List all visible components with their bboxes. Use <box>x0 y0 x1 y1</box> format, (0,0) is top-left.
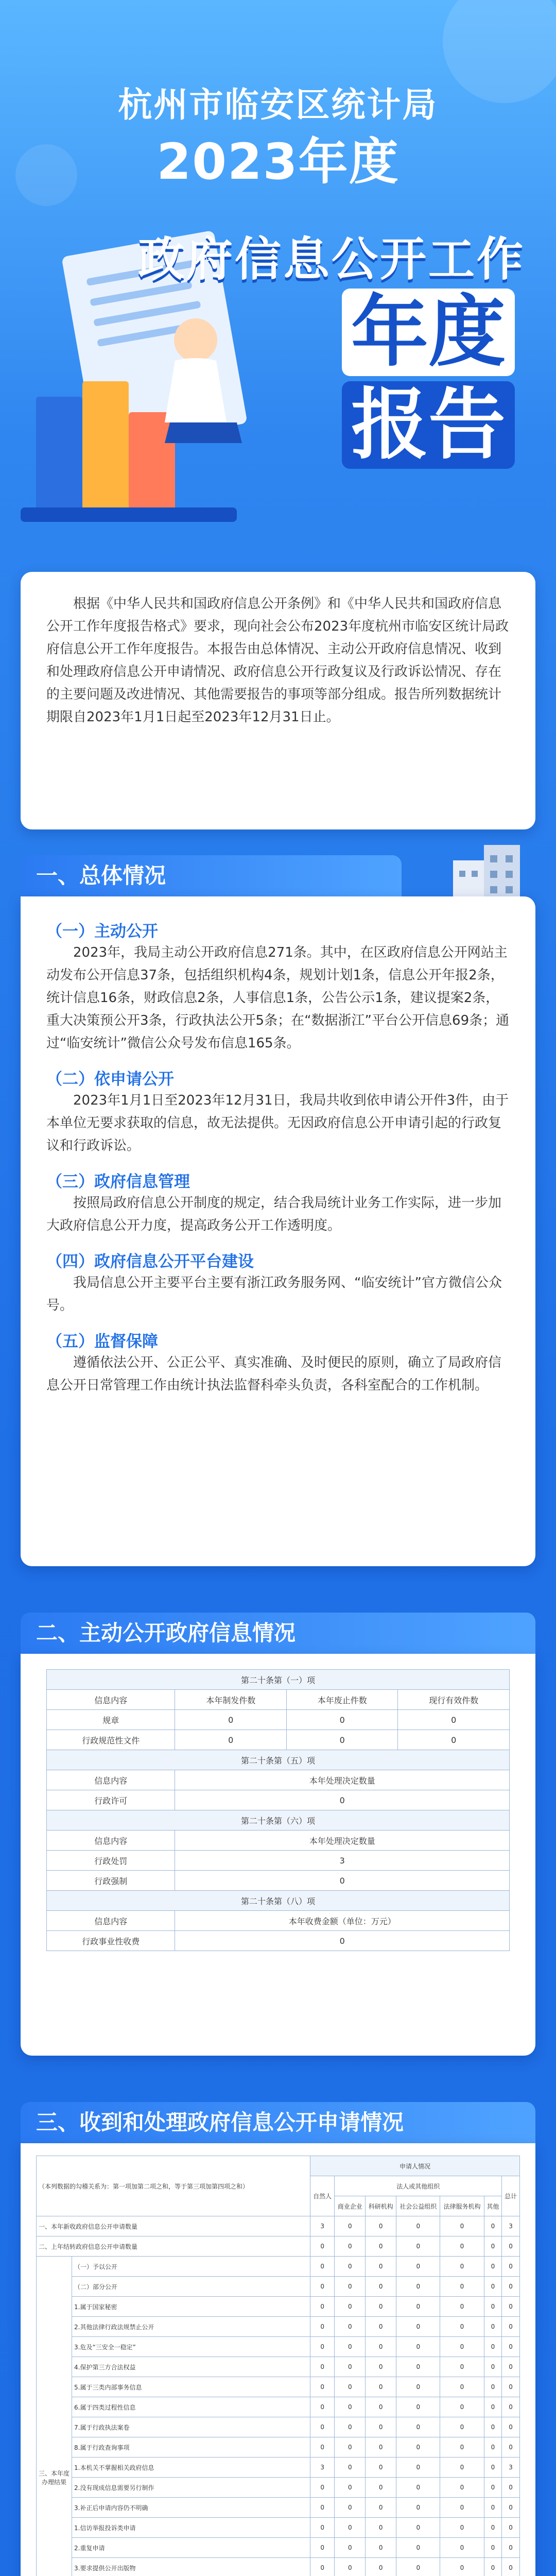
table-row: 行政规范性文件 0 0 0 <box>47 1730 510 1750</box>
table-row: 1.属于国家秘密 0 0 0 0 0 0 0 <box>37 2297 520 2317</box>
table-row: 三、本年度办理结果 （一）予以公开 0 0 0 0 0 0 0 <box>37 2257 520 2277</box>
section3-card <box>21 2143 535 2576</box>
application-table: （本列数据的勾稽关系为：第一项加第二项之和，等于第三项加第四项之和） 申请人情况 自然人 法人或其他组织 总计 商业企业 科研机构 社会公益组织 法律服务机构 其他 一、本年新收政府信息公开申请数量 3 0 0 0 0 0 3 二、上年结转政府信息公开申请数量 0 0 0 0 0 0 0 三、本年度办理结果 （一）予以公开 0 0 0 0 0 0 0 （二）部分公开 0 0 0 0 0 0 0 1.属于国家秘密 0 0 0 0 0 0 0 2.其他法律行政法规禁止公开 0 0 0 0 0 0 0 3.危及“三安全一稳定” 0 0 0 0 0 0 0 4.保护第三方合法权益 0 0 0 0 0 0 0 5.属于三类内部事务信息 0 0 0 0 0 0 0 6.属于四类过程性信息 0 0 0 0 0 0 0 7.属于行政执法案卷 0 0 0 0 0 0 0 8.属于行政查询事项 0 0 0 0 0 0 0 1.本机关不掌握相关政府信息 3 0 0 0 0 0 3 2.没有现成信息需要另行制作 0 0 0 0 0 0 0 3.补正后申请内容仍不明确 0 0 0 0 0 0 0 1.信访举报投诉类申请 0 0 0 0 0 0 0 2.重复申请 0 0 0 0 0 0 0 3.要求提供公开出版物 0 0 0 0 0 0 0 <box>36 2156 520 2576</box>
section2-title: 二、主动公开政府信息情况 <box>21 1613 535 1654</box>
s1-p2: 2023年1月1日至2023年12月31日，我局共收到依申请公开件3件，由于本单位无要求获取的信息，故无法提供。无因政府信息公开申请引起的行政复议和行政诉讼。 <box>46 1093 509 1154</box>
table-row: 2.重复申请 0 0 0 0 0 0 0 <box>37 2538 520 2558</box>
table-row: 行政强制 0 <box>47 1871 510 1891</box>
word-bao-gao: 报告 <box>342 381 515 469</box>
section3-title: 三、收到和处理政府信息公开申请情况 <box>21 2102 535 2143</box>
s1-h4: （四）政府信息公开平台建设 <box>46 1252 254 1271</box>
section3-header <box>21 2102 535 2143</box>
section1-card <box>21 896 535 1566</box>
table-section-head: 第二十条第（五）项 <box>47 1750 510 1770</box>
section2-header <box>21 1613 535 1654</box>
table-section-head: 第二十条第（六）项 <box>47 1810 510 1831</box>
s1-h5: （五）监督保障 <box>46 1332 158 1351</box>
table-row: 3.补正后申请内容仍不明确 0 0 0 0 0 0 0 <box>37 2498 520 2518</box>
table-row: 一、本年新收政府信息公开申请数量 3 0 0 0 0 0 3 <box>37 2216 520 2236</box>
s1-h3: （三）政府信息管理 <box>46 1173 190 1191</box>
table-row: 行政事业性收费 0 <box>47 1931 510 1951</box>
table-col-head: 信息内容 <box>47 1831 175 1851</box>
s1-p1: 2023年，我局主动公开政府信息271条。其中，在区政府信息公开网站主动发布公开信息37条，包括组织机构4条，规划计划1条，信息公开年报2条，统计信息16条，财政信息2条，人事信息1条，公告公示1条，建议提案2条，重大决策预公开3条，行政执法公开5条；在“数据浙江”平台公开信息69条；通过“临安统计”微信公众号发布信息165条。 <box>46 945 510 1051</box>
table-row: 4.保护第三方合法权益 0 0 0 0 0 0 0 <box>37 2357 520 2377</box>
table-row: 3.要求提供公开出版物 0 0 0 0 0 0 0 <box>37 2558 520 2576</box>
table-col-head: 信息内容 <box>47 1770 175 1790</box>
table-section-head: 第二十条第（一）项 <box>47 1670 510 1690</box>
section1-title: 一、总体情况 <box>21 855 402 896</box>
table-row: 2.没有现成信息需要另行制作 0 0 0 0 0 0 0 <box>37 2478 520 2498</box>
intro-card <box>21 572 535 829</box>
table-col-head: 信息内容 <box>47 1911 175 1931</box>
subject-title: 政府信息公开工作 <box>138 232 525 286</box>
table-col-head: 本年制发件数 <box>175 1690 287 1710</box>
table-row: 行政许可 0 <box>47 1790 510 1810</box>
table-row: 规章 0 0 0 <box>47 1710 510 1730</box>
word-nian-du: 年度 <box>342 289 515 376</box>
table-col-head: 本年废止件数 <box>286 1690 398 1710</box>
s1-p4: 我局信息公开主要平台主要有浙江政务服务网、“临安统计”官方微信公众号。 <box>46 1275 502 1313</box>
active-disclosure-table <box>46 1669 510 1951</box>
table-row: 2.其他法律行政法规禁止公开 0 0 0 0 0 0 0 <box>37 2317 520 2337</box>
table-row: 8.属于行政查询事项 0 0 0 0 0 0 0 <box>37 2437 520 2458</box>
s1-p3: 按照局政府信息公开制度的规定，结合我局统计业务工作实际，进一步加大政府信息公开力度，提高政务公开工作透明度。 <box>46 1195 502 1233</box>
org-title: 杭州市临安区统计局 <box>118 85 438 125</box>
s1-h1: （一）主动公开 <box>46 922 158 941</box>
s1-h2: （二）依申请公开 <box>46 1070 174 1089</box>
table-row: 3.危及“三安全一稳定” 0 0 0 0 0 0 0 <box>37 2337 520 2357</box>
table-row: 5.属于三类内部事务信息 0 0 0 0 0 0 0 <box>37 2377 520 2397</box>
table-col-head: 信息内容 <box>47 1690 175 1710</box>
table-row: 二、上年结转政府信息公开申请数量 0 0 0 0 0 0 0 <box>37 2236 520 2257</box>
s1-p5: 遵循依法公开、公正公平、真实准确、及时便民的原则，确立了局政府信息公开日常管理工作由统计执法监督科牵头负责，各科室配合的工作机制。 <box>46 1355 502 1393</box>
table-row: 1.本机关不掌握相关政府信息 3 0 0 0 0 0 3 <box>37 2458 520 2478</box>
section2-card <box>21 1654 535 2056</box>
table-col-head: 现行有效件数 <box>398 1690 510 1710</box>
table-row: 1.信访举报投诉类申请 0 0 0 0 0 0 0 <box>37 2518 520 2538</box>
table-row: （二）部分公开 0 0 0 0 0 0 0 <box>37 2277 520 2297</box>
table-section-head: 第二十条第（八）项 <box>47 1891 510 1911</box>
table-col-head: 本年收费金额（单位：万元） <box>175 1911 510 1931</box>
table-col-head: 本年处理决定数量 <box>175 1831 510 1851</box>
table-row: 7.属于行政执法案卷 0 0 0 0 0 0 0 <box>37 2417 520 2437</box>
year-title: 2023年度 <box>157 133 399 191</box>
intro-text: 根据《中华人民共和国政府信息公开条例》和《中华人民共和国政府信息公开工作年度报告格式》要求，现向社会公布2023年度杭州市临安区统计局政府信息公开工作年度报告。本报告由总体情况、主动公开政府信息情况、收到和处理政府信息公开申请情况、政府信息公开行政复议及行政诉讼情况、存在的主要问题及改进情况、其他需要报告的事项等部分组成。报告所列数据统计期限自2023年1月1日起至2023年12月31日止。 <box>46 596 509 725</box>
table-row: 6.属于四类过程性信息 0 0 0 0 0 0 0 <box>37 2397 520 2417</box>
table-col-head: 本年处理决定数量 <box>175 1770 510 1790</box>
application-table-body <box>37 2216 520 2576</box>
table-row: 行政处罚 3 <box>47 1851 510 1871</box>
hero-banner <box>0 0 556 546</box>
